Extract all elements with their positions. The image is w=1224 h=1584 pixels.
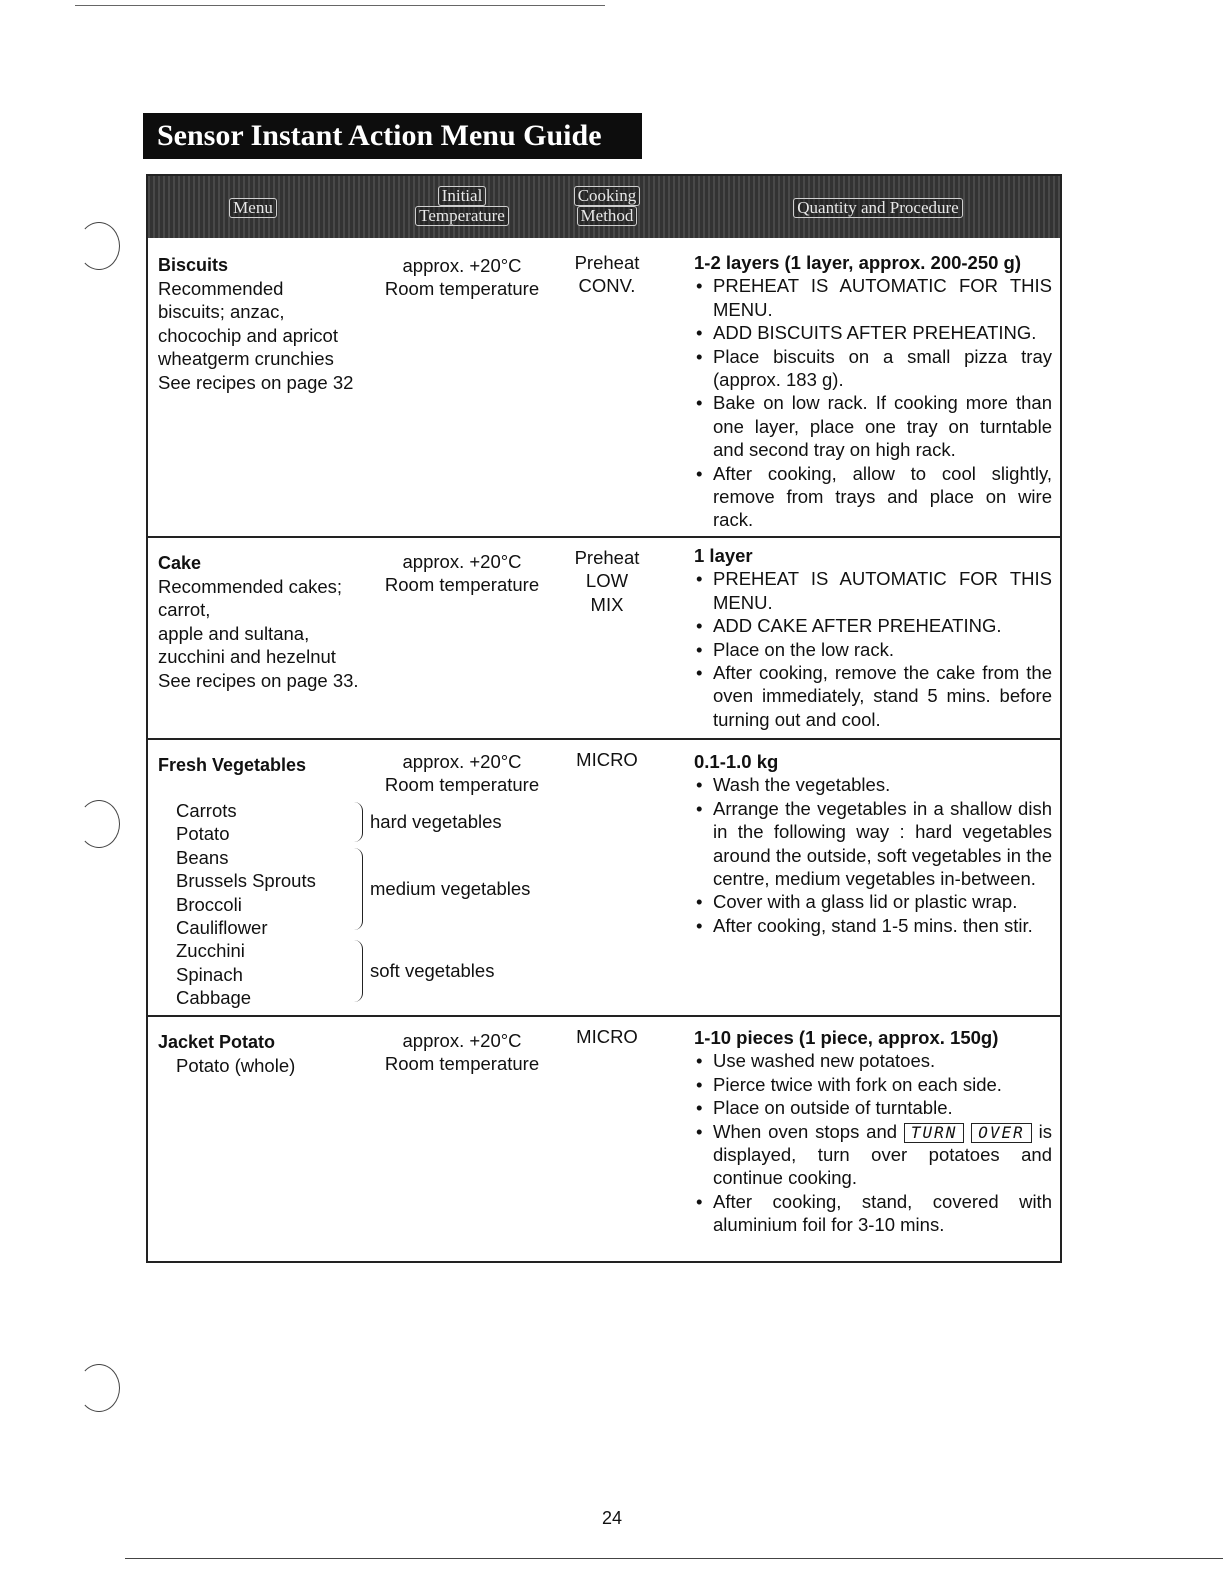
list-item: • After cooking, stand, covered with aluminium foil for 3-10 mins. [694, 1190, 1052, 1237]
punch-hole [78, 800, 120, 848]
bottom-rule [125, 1558, 1223, 1559]
quantity-procedure: 1-2 layers (1 layer, approx. 200-250 g) • PREHEAT IS AUTOMATIC FOR THIS MENU. • ADD BISCUITS AFTER PREHEATING. • Place biscuits on a small pizza tray (approx. 183 g). • Bake on low rack. If cooking more than one layer, place one tray on turntable and second tray on high rack. • After cooking, allow to cool slightly, remove from trays and place on wire rack. [694, 251, 1052, 532]
group-label-hard: hard vegetables [370, 811, 502, 832]
list-item: • PREHEAT IS AUTOMATIC FOR THIS MENU. [694, 567, 1052, 614]
table-row [148, 536, 1060, 740]
page-number: 24 [601, 1508, 623, 1528]
list-item: • After cooking, stand 1-5 mins. then stir. [694, 914, 1052, 937]
list-item: • After cooking, allow to cool slightly, remove from trays and place on wire rack. [694, 462, 1052, 532]
table-row [148, 738, 1060, 1017]
header-quantity-procedure: Quantity and Procedure [708, 198, 1048, 218]
menu-description: Recommended biscuits; anzac, chocochip and apricot wheatgerm crunchies See recipes on page 32 [158, 278, 354, 393]
display-turn: TURN [904, 1123, 965, 1143]
initial-temperature: approx. +20°C Room temperature [384, 255, 540, 300]
quantity-procedure: 1-10 pieces (1 piece, approx. 150g) • Use washed new potatoes. • Pierce twice with fork on each side. • Place on outside of turntable. • When oven stops and TURN OVER is displayed, turn over potatoes and continue cooking. • After cooking, stand, covered with aluminium foil for 3-10 mins. [694, 1026, 1052, 1237]
list-item: • Wash the vegetables. [694, 773, 1052, 796]
group-label-soft: soft vegetables [370, 960, 495, 981]
list-item: • Pierce twice with fork on each side. [694, 1073, 1052, 1096]
cooking-method: Preheat CONV. [574, 252, 640, 297]
punch-hole [78, 1364, 120, 1412]
list-item: Beans [176, 846, 229, 868]
menu-name: Biscuits [158, 255, 229, 275]
list-item: • ADD CAKE AFTER PREHEATING. [694, 614, 1052, 637]
group-brace [354, 802, 363, 842]
menu-name: Fresh Vegetables [158, 755, 307, 775]
initial-temperature: approx. +20°C Room temperature [384, 751, 540, 796]
cooking-method: MICRO [576, 1026, 638, 1047]
list-item: Spinach [176, 963, 243, 985]
list-item: Cauliflower [176, 917, 268, 939]
list-item: Broccoli [176, 893, 242, 915]
list-item: • Place biscuits on a small pizza tray (approx. 183 g). [694, 345, 1052, 392]
group-brace [354, 940, 363, 1002]
quantity-procedure: 1 layer • PREHEAT IS AUTOMATIC FOR THIS MENU. • ADD CAKE AFTER PREHEATING. • Place on the low rack. • After cooking, remove the cake from the oven immediately, stand 5 mins. before turning out and cool. [694, 544, 1052, 731]
list-item: Carrots [176, 800, 237, 821]
cooking-method: Preheat LOW MIX [574, 547, 640, 615]
list-item: • Arrange the vegetables in a shallow dish in the following way : hard vegetables around the outside, soft vegetables in the centre, medium vegetables in-between. [694, 797, 1052, 891]
list-item: Brussels Sprouts [176, 870, 316, 892]
group-label-medium: medium vegetables [370, 878, 531, 899]
list-item: • PREHEAT IS AUTOMATIC FOR THIS MENU. [694, 274, 1052, 321]
header-initial-temperature: Initial Temperature [372, 186, 552, 226]
initial-temperature: approx. +20°C Room temperature [384, 551, 540, 596]
initial-temperature: approx. +20°C Room temperature [384, 1030, 540, 1075]
cooking-method: MICRO [576, 749, 638, 770]
page-title: Sensor Instant Action Menu Guide [143, 113, 642, 159]
group-brace [354, 848, 363, 930]
table-row [148, 1015, 1060, 1261]
list-item: • Place on outside of turntable. [694, 1096, 1052, 1119]
vegetable-list [176, 799, 316, 1010]
display-over: OVER [971, 1123, 1032, 1143]
quantity-procedure: 0.1-1.0 kg • Wash the vegetables. • Arrange the vegetables in a shallow dish in the following way : hard vegetables around the outside, soft vegetables in the centre, medium vegetables in-between. • Cover with a glass lid or plastic wrap. • After cooking, stand 1-5 mins. then stir. [694, 750, 1052, 937]
list-item: • ADD BISCUITS AFTER PREHEATING. [694, 321, 1052, 344]
header-cooking-method: Cooking Method [562, 186, 652, 226]
table-header [148, 176, 1060, 238]
menu-description: Recommended cakes; carrot, apple and sultana, zucchini and hezelnut See recipes on page 33. [158, 576, 359, 691]
list-item: • Cover with a glass lid or plastic wrap. [694, 890, 1052, 913]
menu-guide-table [146, 174, 1062, 1263]
list-item: • Bake on low rack. If cooking more than one layer, place one tray on turntable and second tray on high rack. [694, 391, 1052, 461]
list-item: Zucchini [176, 940, 245, 962]
menu-description: Potato (whole) [176, 1055, 296, 1076]
menu-name: Cake [158, 553, 202, 573]
punch-hole [78, 222, 120, 270]
top-rule [75, 5, 605, 6]
list-item: • When oven stops and TURN OVER is displayed, turn over potatoes and continue cooking. [694, 1120, 1052, 1190]
list-item: • Place on the low rack. [694, 638, 1052, 661]
list-item: Cabbage [176, 987, 252, 1009]
table-row [148, 238, 1060, 538]
list-item: Potato [176, 823, 230, 845]
list-item: • Use washed new potatoes. [694, 1049, 1052, 1072]
header-menu: Menu [208, 198, 298, 218]
list-item: • After cooking, remove the cake from the oven immediately, stand 5 mins. before turning out and cool. [694, 661, 1052, 731]
menu-name: Jacket Potato [158, 1032, 276, 1052]
